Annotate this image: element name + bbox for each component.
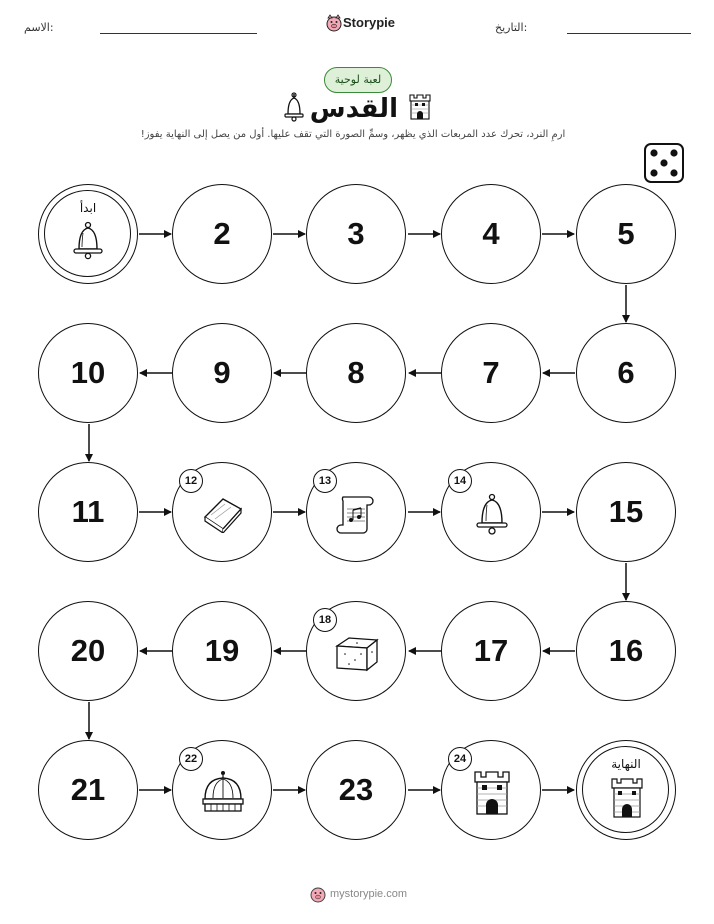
cell-number-badge: 18	[313, 608, 337, 632]
name-label: الاسم:	[24, 21, 54, 34]
board-cell-18[interactable]	[306, 601, 406, 701]
page-title: القدس	[309, 94, 398, 124]
board-cell-5[interactable]: 5	[576, 184, 676, 284]
pig-mascot-icon	[310, 885, 326, 903]
board-cell-15[interactable]: 15	[576, 462, 676, 562]
footer-brand	[310, 885, 410, 903]
bell-icon	[71, 221, 105, 261]
cell-number-badge: 22	[179, 747, 203, 771]
stone-block-icon	[333, 634, 381, 674]
cell-number-badge: 14	[448, 469, 472, 493]
music-scroll-icon	[335, 491, 381, 537]
board-cell-7[interactable]: 7	[441, 323, 541, 423]
castle-tower-icon	[610, 777, 644, 819]
board-cell-10[interactable]: 10	[38, 323, 138, 423]
board-cell-8[interactable]: 8	[306, 323, 406, 423]
cell-number-badge: 24	[448, 747, 472, 771]
castle-tower-icon	[472, 769, 512, 817]
cell-number-badge: 13	[313, 469, 337, 493]
board-cell-24[interactable]	[441, 740, 541, 840]
board-cell-17[interactable]: 17	[441, 601, 541, 701]
brand-name: Storypie	[343, 15, 396, 30]
board-cell-3[interactable]: 3	[306, 184, 406, 284]
board-cell-13[interactable]	[306, 462, 406, 562]
board-cell-22[interactable]	[172, 740, 272, 840]
board-cell-9[interactable]: 9	[172, 323, 272, 423]
bell-icon	[474, 493, 510, 537]
date-label: التاريخ:	[495, 21, 528, 34]
board-cell-6[interactable]: 6	[576, 323, 676, 423]
cell-number-badge: 12	[179, 469, 203, 493]
board-cell-21[interactable]: 21	[38, 740, 138, 840]
board-cell-2[interactable]: 2	[172, 184, 272, 284]
board-cell-16[interactable]: 16	[576, 601, 676, 701]
start-label: ابدأ	[79, 201, 97, 215]
instructions-text: ارمِ النرد، تحرك عدد المربعات الذي يظهر، وسمِّ الصورة التي تقف عليها. أول من يصل إلى النهاية يفوز!	[140, 129, 566, 140]
board-cell-start[interactable]	[38, 184, 138, 284]
board-cell-19[interactable]: 19	[172, 601, 272, 701]
footer-url[interactable]: mystorypie.com	[330, 888, 408, 900]
cloth-icon	[201, 495, 245, 533]
dome-icon	[199, 769, 247, 815]
board-cell-14[interactable]	[441, 462, 541, 562]
board-cell-4[interactable]: 4	[441, 184, 541, 284]
board-game-badge: لعبة لوحية	[324, 67, 392, 93]
board-cell-11[interactable]: 11	[38, 462, 138, 562]
board-cell-12[interactable]	[172, 462, 272, 562]
finish-label: النهاية	[611, 757, 641, 771]
board-cell-finish[interactable]	[576, 740, 676, 840]
board-cell-23[interactable]: 23	[306, 740, 406, 840]
board-cell-20[interactable]: 20	[38, 601, 138, 701]
